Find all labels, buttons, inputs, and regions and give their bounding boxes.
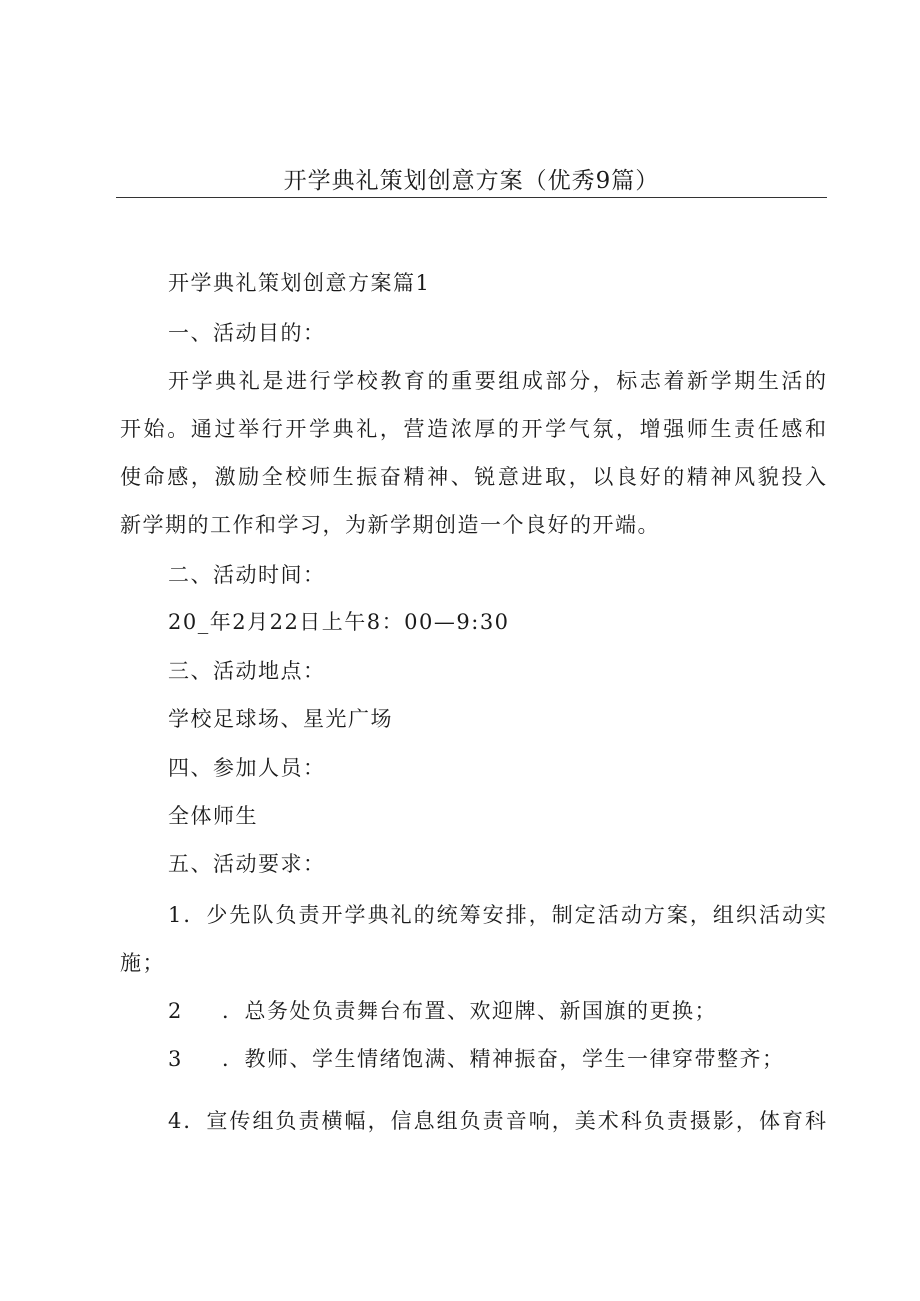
item1-heading: 一、活动目的： <box>168 321 326 345</box>
item5-heading: 五、活动要求： <box>168 852 326 876</box>
title-underline <box>116 197 827 198</box>
document-title: 开学典礼策划创意方案（优秀9篇） <box>283 168 660 194</box>
requirement-3-number: 3 <box>168 1047 182 1071</box>
place-value: 学校足球场、星光广场 <box>168 707 393 731</box>
time-value: 20_年2月22日上午8：00—9:30 <box>168 610 510 634</box>
requirement-2-text: ．总务处负责舞台布置、欢迎牌、新国旗的更换； <box>222 999 717 1023</box>
requirement-1-line-2: 施； <box>120 951 165 975</box>
item3-heading: 三、活动地点： <box>168 659 326 683</box>
purpose-line-3: 使命感，激励全校师生振奋精神、锐意进取，以良好的精神风貌投入 <box>120 465 826 489</box>
people-value: 全体师生 <box>168 804 258 828</box>
requirement-4-line-1: 4．宣传组负责横幅，信息组负责音响，美术科负责摄影，体育科 <box>168 1109 826 1133</box>
section-heading: 开学典礼策划创意方案篇1 <box>168 271 431 295</box>
requirement-1-line-1: 1．少先队负责开学典礼的统筹安排，制定活动方案，组织活动实 <box>168 903 826 927</box>
requirement-3-text: ．教师、学生情绪饱满、精神振奋，学生一律穿带整齐； <box>222 1047 785 1071</box>
requirement-2-number: 2 <box>168 999 182 1023</box>
item2-heading: 二、活动时间： <box>168 563 326 587</box>
purpose-line-4: 新学期的工作和学习，为新学期创造一个良好的开端。 <box>120 513 660 537</box>
purpose-line-2: 开始。通过举行开学典礼，营造浓厚的开学气氛，增强师生责任感和 <box>120 417 826 441</box>
purpose-line-1: 开学典礼是进行学校教育的重要组成部分，标志着新学期生活的 <box>168 369 826 393</box>
item4-heading: 四、参加人员： <box>168 756 326 780</box>
